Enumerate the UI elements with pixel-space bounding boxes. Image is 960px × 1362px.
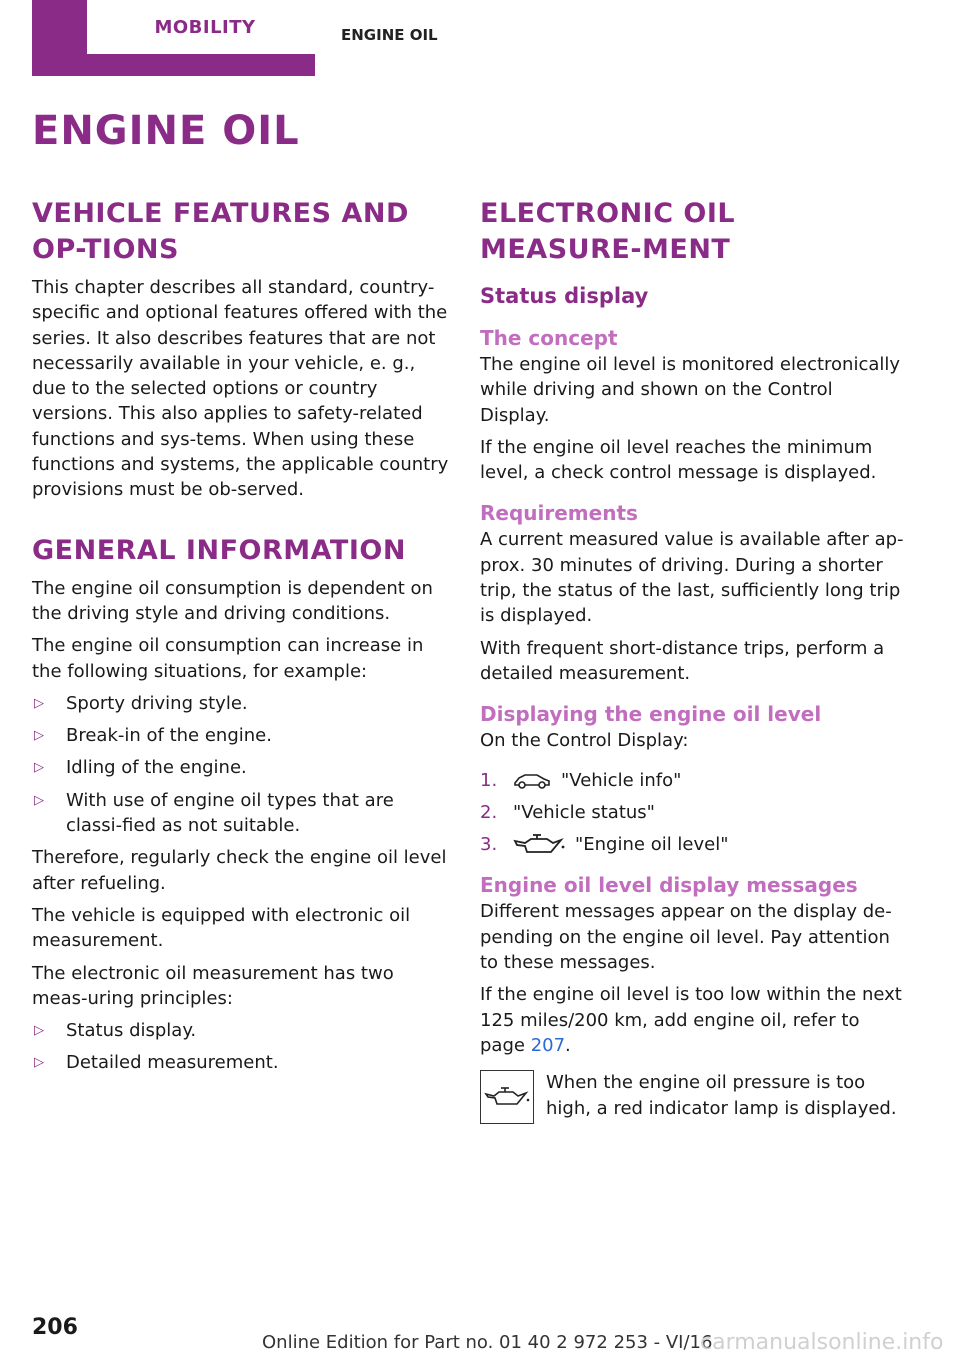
watermark: carmanualsonline.info [700, 1330, 944, 1355]
general-paragraph-1: The engine oil consumption is dependent on the driving style and driving conditions. [32, 577, 433, 624]
situations-list [32, 691, 450, 838]
triangle-bullet-icon: ▷ [34, 728, 44, 744]
list-item: ▷ With use of engine oil types that are classi-fied as not suitable. [34, 789, 394, 837]
list-item: ▷ Sporty driving style. [32, 691, 450, 716]
list-item: ▷ Idling of the engine. [32, 755, 450, 780]
concept-heading: The concept [480, 326, 618, 350]
triangle-bullet-icon: ▷ [34, 695, 44, 711]
general-paragraph-4: The vehicle is equipped with electronic oil measurement. [32, 904, 411, 952]
features-paragraph: This chapter describes all standard, country-specific and optional features offered with the series. It also describes features that are not necessarily available in your vehicle, e. g., due to the selected options or country versions. This also applies to safety-related functions and sys-tems. When using these functions and systems, the applicable country provisions must be ob-served. [32, 277, 449, 501]
right-column [480, 196, 904, 1124]
header-section-label: ENGINE OIL [341, 26, 438, 44]
displaying-heading: Displaying the engine oil level [480, 702, 822, 727]
car-icon [513, 770, 551, 790]
list-item: ▷ Status display. [32, 1018, 450, 1043]
messages-paragraph-1: Different messages appear on the display de-pending on the engine oil level. Pay attention to these messages. [480, 901, 892, 974]
triangle-bullet-icon: ▷ [34, 792, 44, 808]
requirements-paragraph-2: With frequent short-distance trips, perform a detailed measurement. [480, 637, 885, 684]
page-title: ENGINE OIL [32, 108, 300, 154]
general-info-heading: GENERAL INFORMATION [32, 534, 406, 566]
displaying-intro: On the Control Display: [480, 730, 689, 752]
left-column [32, 196, 450, 1083]
steps-list [480, 768, 904, 858]
general-paragraph-5: The electronic oil measurement has two meas-uring principles: [32, 962, 394, 1009]
step-number: 3. [480, 834, 498, 856]
step-label: "Vehicle info" [561, 769, 682, 791]
list-item [480, 832, 904, 857]
features-heading: VEHICLE FEATURES AND OP-TIONS [32, 198, 409, 265]
indicator-text: When the engine oil pressure is too high, a red indicator lamp is displayed. [546, 1072, 897, 1119]
indicator-note [480, 1070, 904, 1124]
requirements-heading: Requirements [480, 501, 638, 526]
list-item [480, 800, 904, 825]
oil-can-icon [513, 834, 565, 856]
messages-paragraph-2: If the engine oil level is too low within the next 125 miles/200 km, add engine oil, refer to page 207. [480, 984, 902, 1056]
principles-list [32, 1018, 450, 1076]
step-label: "Vehicle status" [513, 801, 655, 823]
step-number: 2. [480, 801, 498, 823]
list-item: ▷ Detailed measurement. [32, 1050, 450, 1075]
page-number: 206 [32, 1315, 78, 1340]
messages-heading: Engine oil level display messages [480, 873, 858, 898]
header-tab-label: MOBILITY [87, 0, 323, 54]
footer-edition: Online Edition for Part no. 01 40 2 972 253 - VI/16 [262, 1332, 713, 1353]
general-paragraph-3: Therefore, regularly check the engine oil level after refueling. [32, 847, 447, 894]
oil-pressure-indicator-icon [480, 1070, 534, 1124]
general-paragraph-2: The engine oil consumption can increase in the following situations, for example: [32, 635, 424, 682]
requirements-paragraph-1: A current measured value is available after ap-prox. 30 minutes of driving. During a shorter trip, the status of the last, sufficiently long trip is displayed. [480, 529, 904, 627]
step-label: "Engine oil level" [575, 834, 729, 856]
step-number: 1. [480, 769, 498, 791]
electronic-oil-heading: ELECTRONIC OIL MEASURE-MENT [480, 198, 736, 265]
triangle-bullet-icon: ▷ [34, 1055, 44, 1071]
header-tab [32, 0, 315, 76]
triangle-bullet-icon: ▷ [34, 1023, 44, 1039]
list-item: ▷ Break-in of the engine. [32, 723, 450, 748]
concept-paragraph-1: The engine oil level is monitored electronically while driving and shown on the Control Display. [480, 354, 901, 426]
page-link[interactable]: 207 [530, 1034, 566, 1056]
concept-paragraph-2: If the engine oil level reaches the minimum level, a check control message is displayed. [480, 436, 877, 484]
triangle-bullet-icon: ▷ [34, 760, 44, 776]
list-item [480, 768, 904, 793]
status-display-heading: Status display [480, 284, 649, 308]
